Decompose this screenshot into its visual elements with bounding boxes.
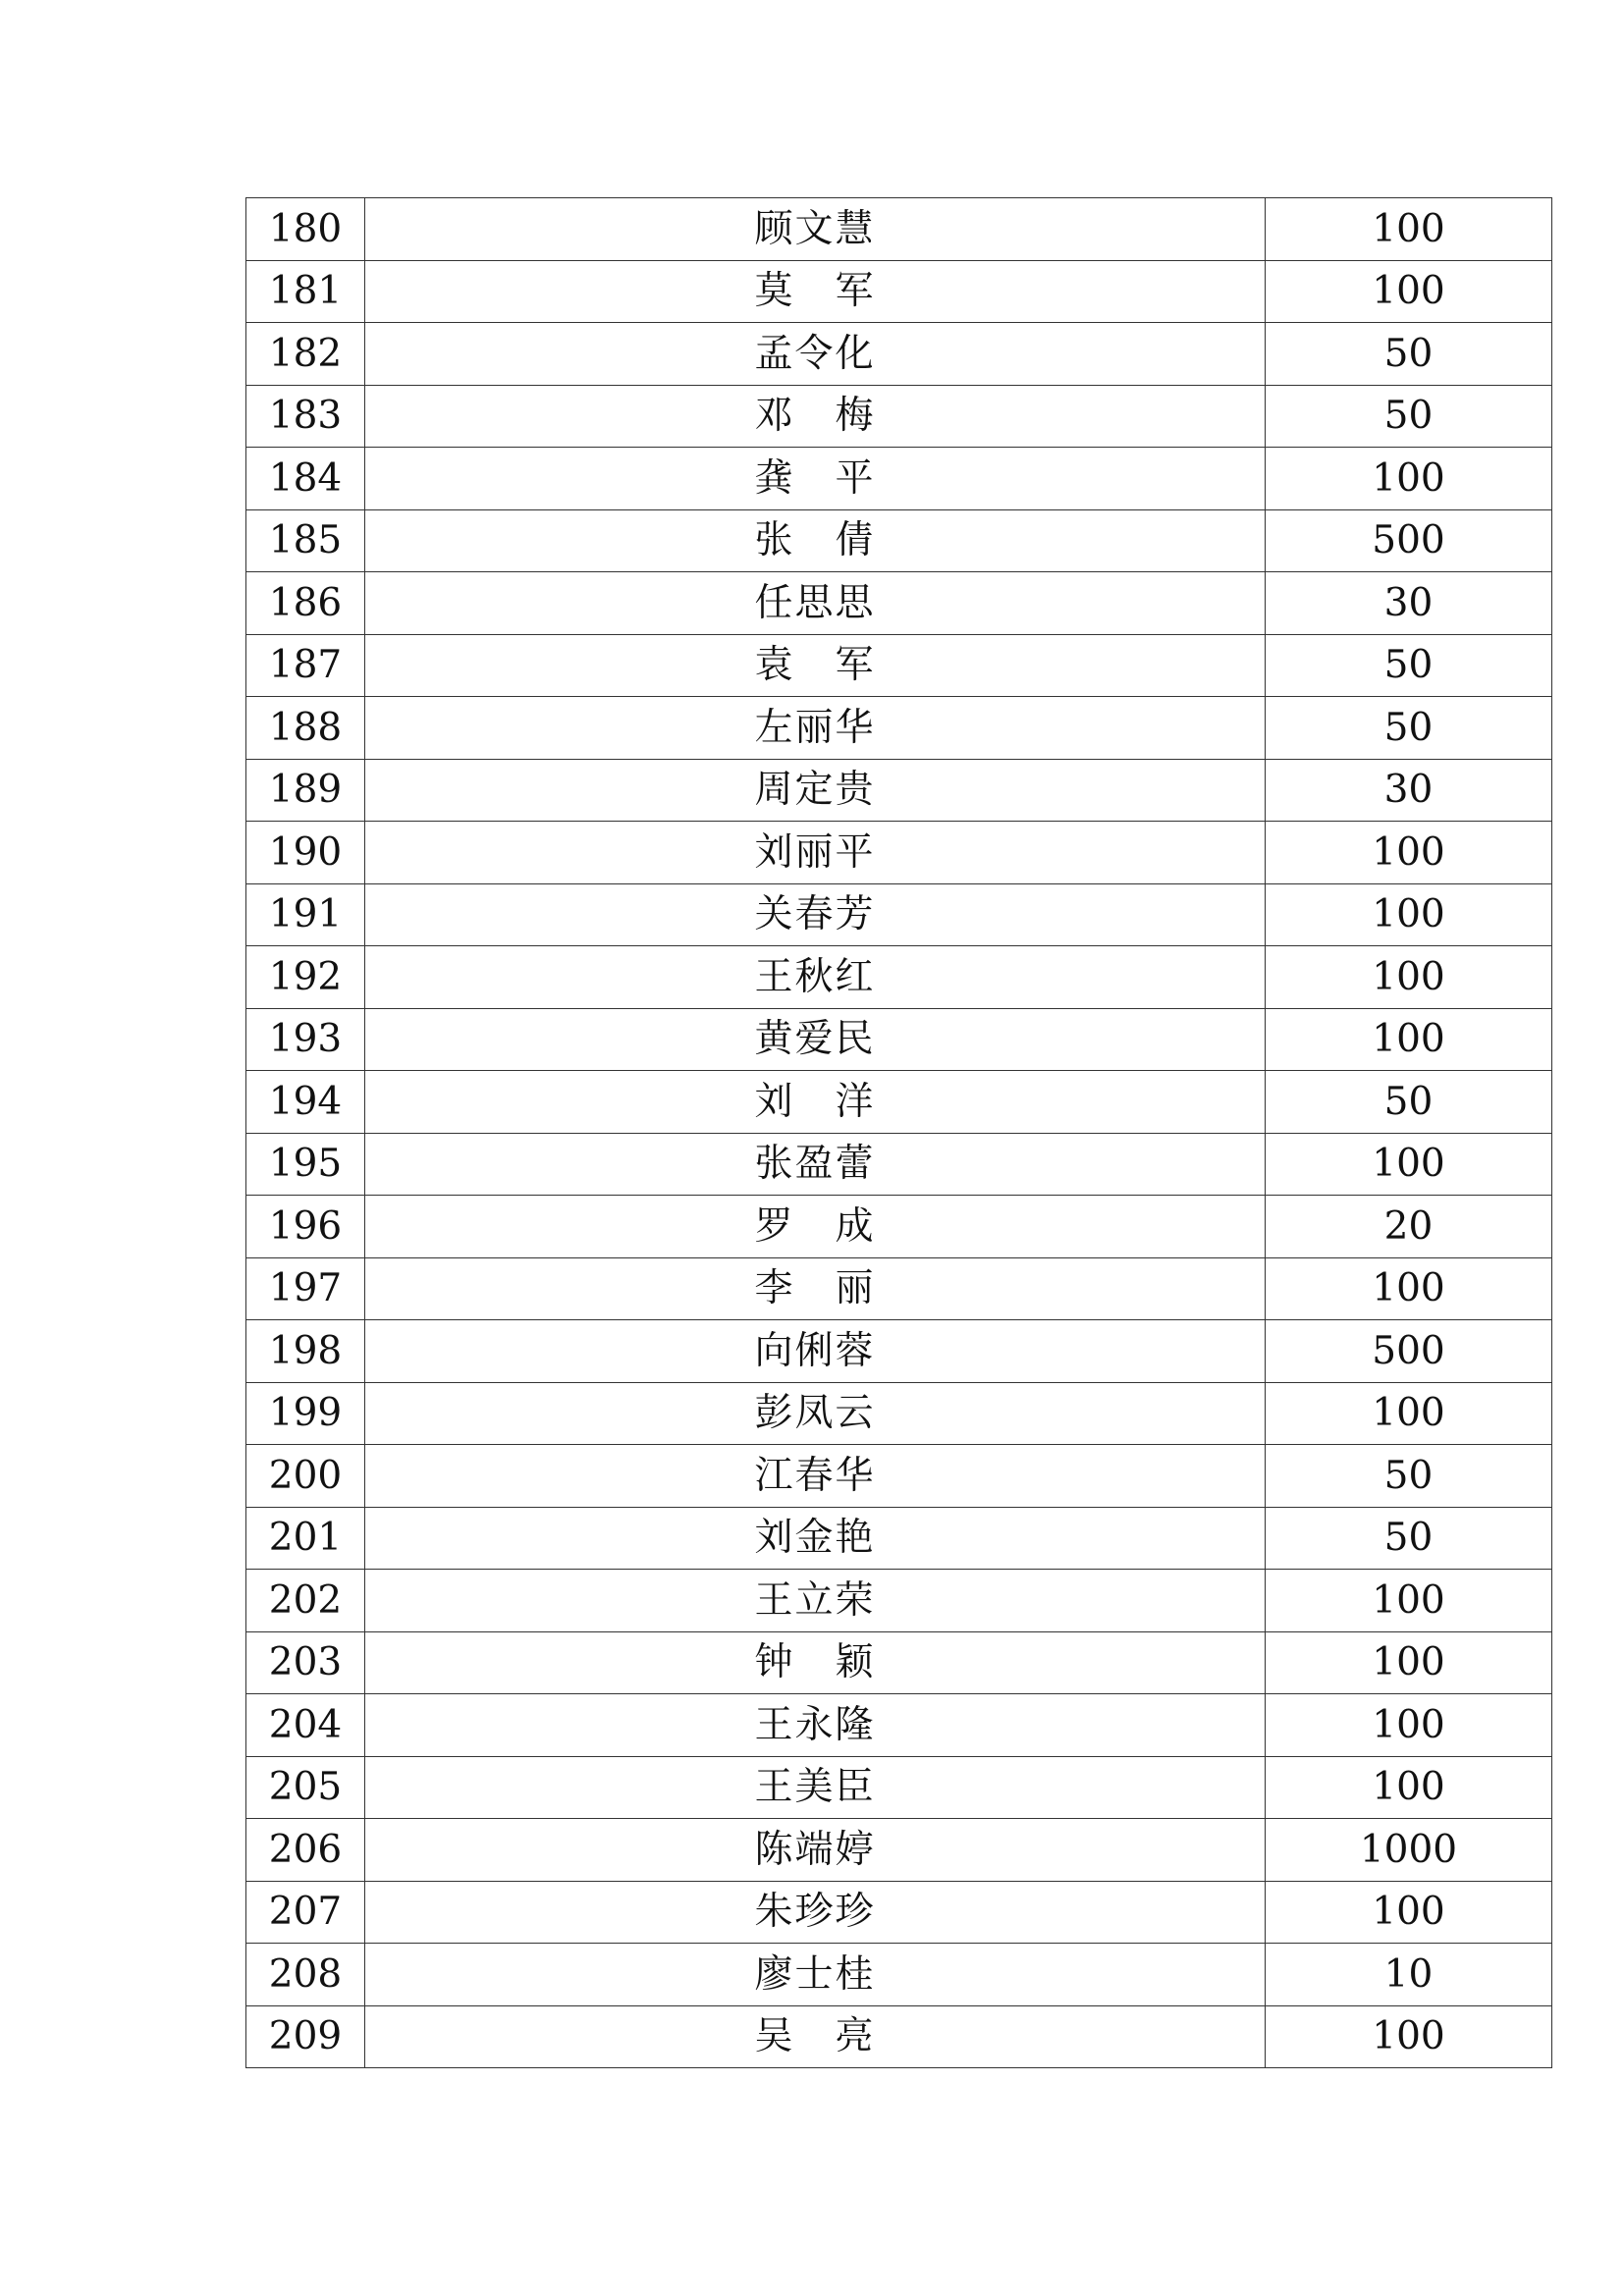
name-cell — [365, 1881, 1266, 1944]
name-cell — [365, 634, 1266, 697]
name-text: 钟 颖 — [754, 1640, 876, 1685]
table-row — [246, 1756, 1552, 1819]
name-text: 朱珍珍 — [754, 1890, 876, 1935]
table-row — [246, 1008, 1552, 1071]
row-number-cell: 209 — [246, 2005, 365, 2068]
amount-cell: 50 — [1266, 1507, 1552, 1570]
row-number-cell: 194 — [246, 1071, 365, 1134]
name-text: 彭凤云 — [754, 1391, 876, 1436]
amount-cell: 100 — [1266, 1257, 1552, 1320]
name-cell — [365, 260, 1266, 323]
table-row — [246, 1445, 1552, 1508]
table-row — [246, 1570, 1552, 1632]
name-cell — [365, 2005, 1266, 2068]
amount-cell: 50 — [1266, 697, 1552, 760]
table-row — [246, 1631, 1552, 1694]
amount-cell: 50 — [1266, 1071, 1552, 1134]
name-text: 王美臣 — [754, 1765, 876, 1810]
row-number-cell: 193 — [246, 1008, 365, 1071]
name-text: 罗 成 — [754, 1203, 876, 1249]
name-text: 王永隆 — [754, 1702, 876, 1747]
row-number-cell: 198 — [246, 1320, 365, 1383]
name-cell — [365, 1071, 1266, 1134]
table-row — [246, 1694, 1552, 1757]
amount-cell: 50 — [1266, 323, 1552, 386]
name-cell — [365, 1570, 1266, 1632]
name-cell — [365, 323, 1266, 386]
amount-cell: 100 — [1266, 1133, 1552, 1196]
table-row — [246, 883, 1552, 946]
row-number-cell: 190 — [246, 822, 365, 884]
name-cell — [365, 759, 1266, 822]
table-row — [246, 1257, 1552, 1320]
table-row — [246, 198, 1552, 261]
amount-cell: 500 — [1266, 509, 1552, 572]
row-number-cell: 189 — [246, 759, 365, 822]
name-text: 邓 梅 — [754, 394, 876, 439]
row-number-cell: 196 — [246, 1196, 365, 1258]
amount-cell: 100 — [1266, 1008, 1552, 1071]
table-row — [246, 448, 1552, 510]
row-number-cell: 202 — [246, 1570, 365, 1632]
row-number-cell: 195 — [246, 1133, 365, 1196]
name-text: 王立荣 — [754, 1577, 876, 1623]
name-cell — [365, 1694, 1266, 1757]
name-cell — [365, 1257, 1266, 1320]
name-cell — [365, 1507, 1266, 1570]
amount-cell: 100 — [1266, 883, 1552, 946]
row-number-cell: 206 — [246, 1819, 365, 1882]
amount-cell: 100 — [1266, 198, 1552, 261]
name-cell — [365, 946, 1266, 1009]
name-cell — [365, 1819, 1266, 1882]
amount-cell: 100 — [1266, 946, 1552, 1009]
table-row — [246, 1320, 1552, 1383]
name-text: 吴 亮 — [754, 2014, 876, 2059]
name-text: 刘金艳 — [754, 1516, 876, 1561]
name-cell — [365, 822, 1266, 884]
table-row — [246, 822, 1552, 884]
name-text: 孟令化 — [754, 331, 876, 376]
name-text: 周定贵 — [754, 768, 876, 813]
amount-cell: 50 — [1266, 385, 1552, 448]
name-cell — [365, 1445, 1266, 1508]
name-text: 陈端婷 — [754, 1827, 876, 1872]
row-number-cell: 188 — [246, 697, 365, 760]
row-number-cell: 184 — [246, 448, 365, 510]
name-cell — [365, 1196, 1266, 1258]
amount-cell: 10 — [1266, 1944, 1552, 2006]
name-text: 向俐蓉 — [754, 1328, 876, 1373]
row-number-cell: 180 — [246, 198, 365, 261]
amount-cell: 30 — [1266, 572, 1552, 635]
name-text: 江春华 — [754, 1453, 876, 1498]
name-cell — [365, 1008, 1266, 1071]
name-text: 关春芳 — [754, 892, 876, 937]
table-row — [246, 759, 1552, 822]
document-page — [245, 197, 1548, 2068]
name-cell — [365, 1944, 1266, 2006]
amount-cell: 50 — [1266, 1445, 1552, 1508]
table-body — [246, 198, 1552, 2068]
amount-cell: 50 — [1266, 634, 1552, 697]
row-number-cell: 199 — [246, 1382, 365, 1445]
amount-cell: 100 — [1266, 1382, 1552, 1445]
table-row — [246, 1196, 1552, 1258]
row-number-cell: 204 — [246, 1694, 365, 1757]
amount-cell: 500 — [1266, 1320, 1552, 1383]
row-number-cell: 181 — [246, 260, 365, 323]
name-cell — [365, 1320, 1266, 1383]
row-number-cell: 197 — [246, 1257, 365, 1320]
row-number-cell: 183 — [246, 385, 365, 448]
amount-cell: 30 — [1266, 759, 1552, 822]
table-row — [246, 946, 1552, 1009]
row-number-cell: 186 — [246, 572, 365, 635]
row-number-cell: 182 — [246, 323, 365, 386]
table-row — [246, 1071, 1552, 1134]
name-text: 袁 军 — [754, 643, 876, 688]
table-row — [246, 260, 1552, 323]
row-number-cell: 205 — [246, 1756, 365, 1819]
name-text: 张盈蕾 — [754, 1142, 876, 1187]
amount-cell: 100 — [1266, 1756, 1552, 1819]
name-text: 刘丽平 — [754, 829, 876, 875]
table-row — [246, 634, 1552, 697]
amount-cell: 100 — [1266, 260, 1552, 323]
amount-cell: 100 — [1266, 822, 1552, 884]
table-row — [246, 323, 1552, 386]
name-text: 王秋红 — [754, 954, 876, 999]
table-row — [246, 1382, 1552, 1445]
amount-cell: 100 — [1266, 1631, 1552, 1694]
table-row — [246, 1881, 1552, 1944]
name-cell — [365, 697, 1266, 760]
name-cell — [365, 198, 1266, 261]
name-cell — [365, 883, 1266, 946]
table-row — [246, 1507, 1552, 1570]
table-row — [246, 509, 1552, 572]
table-row — [246, 385, 1552, 448]
name-text: 龚 平 — [754, 455, 876, 501]
row-number-cell: 187 — [246, 634, 365, 697]
amount-cell: 1000 — [1266, 1819, 1552, 1882]
table-row — [246, 697, 1552, 760]
name-text: 张 倩 — [754, 518, 876, 563]
row-number-cell: 191 — [246, 883, 365, 946]
amount-cell: 100 — [1266, 1881, 1552, 1944]
row-number-cell: 207 — [246, 1881, 365, 1944]
table-row — [246, 2005, 1552, 2068]
row-number-cell: 185 — [246, 509, 365, 572]
name-cell — [365, 1382, 1266, 1445]
name-text: 莫 军 — [754, 269, 876, 314]
name-text: 左丽华 — [754, 705, 876, 750]
name-text: 顾文慧 — [754, 206, 876, 251]
name-text: 李 丽 — [754, 1266, 876, 1311]
name-cell — [365, 1756, 1266, 1819]
name-text: 刘 洋 — [754, 1079, 876, 1124]
name-cell — [365, 1631, 1266, 1694]
row-number-cell: 201 — [246, 1507, 365, 1570]
table-row — [246, 1133, 1552, 1196]
amount-cell: 100 — [1266, 1570, 1552, 1632]
name-cell — [365, 385, 1266, 448]
row-number-cell: 203 — [246, 1631, 365, 1694]
table-row — [246, 572, 1552, 635]
amount-cell: 100 — [1266, 1694, 1552, 1757]
row-number-cell: 208 — [246, 1944, 365, 2006]
name-cell — [365, 1133, 1266, 1196]
amount-cell: 20 — [1266, 1196, 1552, 1258]
name-cell — [365, 572, 1266, 635]
table-row — [246, 1819, 1552, 1882]
amount-cell: 100 — [1266, 448, 1552, 510]
name-cell — [365, 448, 1266, 510]
name-text: 任思思 — [754, 580, 876, 625]
donation-table — [245, 197, 1552, 2068]
amount-cell: 100 — [1266, 2005, 1552, 2068]
name-text: 廖士桂 — [754, 1951, 876, 1997]
row-number-cell: 192 — [246, 946, 365, 1009]
row-number-cell: 200 — [246, 1445, 365, 1508]
table-row — [246, 1944, 1552, 2006]
name-cell — [365, 509, 1266, 572]
name-text: 黄爱民 — [754, 1017, 876, 1062]
